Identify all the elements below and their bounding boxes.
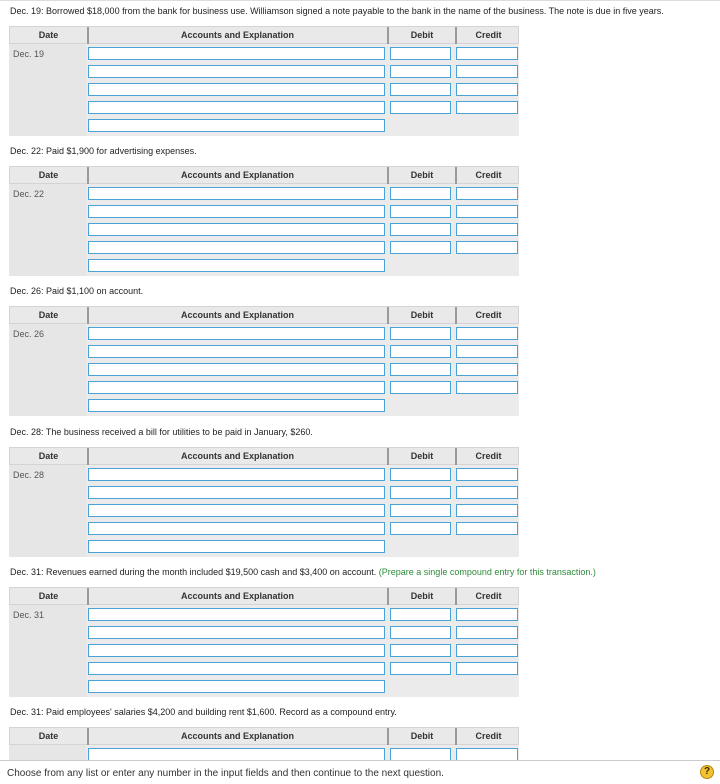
account-input[interactable]	[88, 83, 385, 96]
journal-table-header	[9, 26, 519, 44]
credit-column-header: Credit	[475, 591, 502, 601]
credit-input[interactable]	[456, 468, 518, 481]
journal-table-header	[9, 306, 519, 324]
debit-input[interactable]	[390, 205, 451, 218]
account-input[interactable]	[88, 363, 385, 376]
date-cell	[9, 605, 86, 697]
debit-column-header: Debit	[410, 30, 434, 40]
debit-input[interactable]	[390, 223, 451, 236]
debit-input[interactable]	[390, 608, 451, 621]
credit-input[interactable]	[456, 83, 518, 96]
debit-input[interactable]	[390, 65, 451, 78]
transaction-description: Dec. 31: Paid employees' salaries $4,200 and building rent $1,600. Record as a compound entry.	[10, 707, 397, 717]
date-column-header: Date	[38, 30, 59, 40]
account-input[interactable]	[88, 626, 385, 639]
transaction-description: Dec. 22: Paid $1,900 for advertising expenses.	[10, 146, 197, 156]
journal-table-body	[9, 184, 519, 276]
debit-column-header: Debit	[410, 310, 434, 320]
credit-input[interactable]	[456, 345, 518, 358]
journal-table-body	[9, 324, 519, 416]
explanation-input[interactable]	[88, 259, 385, 272]
footer-instruction: Choose from any list or enter any number in the input fields and then continue to the next question.	[7, 768, 444, 779]
help-icon[interactable]: ?	[700, 765, 714, 779]
entry-date: Dec. 22	[13, 189, 45, 199]
account-input[interactable]	[88, 241, 385, 254]
account-input[interactable]	[88, 345, 385, 358]
account-input[interactable]	[88, 468, 385, 481]
date-column-header: Date	[38, 170, 59, 180]
credit-input[interactable]	[456, 381, 518, 394]
debit-column-header: Debit	[410, 731, 434, 741]
debit-input[interactable]	[390, 101, 451, 114]
credit-column-header: Credit	[475, 451, 502, 461]
account-input[interactable]	[88, 644, 385, 657]
credit-input[interactable]	[456, 187, 518, 200]
debit-input[interactable]	[390, 363, 451, 376]
top-divider	[0, 0, 720, 1]
credit-input[interactable]	[456, 47, 518, 60]
footer-bar	[0, 760, 720, 784]
credit-input[interactable]	[456, 748, 518, 760]
credit-input[interactable]	[456, 608, 518, 621]
account-input[interactable]	[88, 187, 385, 200]
transaction-description: Dec. 31: Revenues earned during the month included $19,500 cash and $3,400 on account. (Prepare a single compound entry for this transaction.)	[10, 567, 596, 577]
account-input[interactable]	[88, 327, 385, 340]
credit-column-header: Credit	[475, 310, 502, 320]
entry-date: Dec. 28	[13, 470, 45, 480]
debit-input[interactable]	[390, 381, 451, 394]
date-cell	[9, 44, 86, 136]
date-column-header: Date	[38, 731, 59, 741]
debit-input[interactable]	[390, 345, 451, 358]
account-input[interactable]	[88, 486, 385, 499]
credit-input[interactable]	[456, 363, 518, 376]
journal-table-body	[9, 44, 519, 136]
debit-input[interactable]	[390, 644, 451, 657]
credit-input[interactable]	[456, 486, 518, 499]
credit-column-header: Credit	[475, 30, 502, 40]
credit-input[interactable]	[456, 522, 518, 535]
transaction-description: Dec. 19: Borrowed $18,000 from the bank for business use. Williamson signed a note payable to the bank in the name of the business. The note is due in five years.	[10, 6, 664, 16]
explanation-input[interactable]	[88, 119, 385, 132]
account-input[interactable]	[88, 662, 385, 675]
transaction-hint: (Prepare a single compound entry for this transaction.)	[378, 567, 596, 577]
credit-input[interactable]	[456, 626, 518, 639]
explanation-input[interactable]	[88, 540, 385, 553]
journal-table-body	[9, 465, 519, 557]
credit-input[interactable]	[456, 662, 518, 675]
credit-column-header: Credit	[475, 731, 502, 741]
debit-input[interactable]	[390, 626, 451, 639]
debit-input[interactable]	[390, 522, 451, 535]
accounts-column-header: Accounts and Explanation	[180, 310, 294, 320]
date-cell	[9, 324, 86, 416]
date-column-header: Date	[38, 451, 59, 461]
accounts-column-header: Accounts and Explanation	[180, 591, 294, 601]
journal-table-body	[9, 605, 519, 697]
debit-column-header: Debit	[410, 170, 434, 180]
accounts-column-header: Accounts and Explanation	[180, 30, 294, 40]
accounts-column-header: Accounts and Explanation	[180, 170, 294, 180]
credit-input[interactable]	[456, 65, 518, 78]
accounts-column-header: Accounts and Explanation	[180, 731, 294, 741]
debit-input[interactable]	[390, 241, 451, 254]
account-input[interactable]	[88, 101, 385, 114]
accounts-column-header: Accounts and Explanation	[180, 451, 294, 461]
debit-column-header: Debit	[410, 591, 434, 601]
explanation-input[interactable]	[88, 680, 385, 693]
debit-input[interactable]	[390, 327, 451, 340]
debit-input[interactable]	[390, 83, 451, 96]
credit-column-header: Credit	[475, 170, 502, 180]
date-cell	[9, 745, 86, 760]
debit-input[interactable]	[390, 47, 451, 60]
account-input[interactable]	[88, 205, 385, 218]
explanation-input[interactable]	[88, 399, 385, 412]
account-input[interactable]	[88, 223, 385, 236]
credit-input[interactable]	[456, 644, 518, 657]
account-input[interactable]	[88, 381, 385, 394]
account-input[interactable]	[88, 47, 385, 60]
journal-table-header	[9, 447, 519, 465]
journal-table-header	[9, 166, 519, 184]
credit-input[interactable]	[456, 205, 518, 218]
journal-table-header	[9, 727, 519, 745]
debit-input[interactable]	[390, 187, 451, 200]
account-input[interactable]	[88, 522, 385, 535]
entry-date: Dec. 31	[13, 610, 45, 620]
debit-column-header: Debit	[410, 451, 434, 461]
debit-input[interactable]	[390, 468, 451, 481]
account-input[interactable]	[88, 748, 385, 760]
transaction-description: Dec. 28: The business received a bill for utilities to be paid in January, $260.	[10, 427, 313, 437]
credit-input[interactable]	[456, 241, 518, 254]
date-column-header: Date	[38, 591, 59, 601]
journal-table-header	[9, 587, 519, 605]
account-input[interactable]	[88, 65, 385, 78]
account-input[interactable]	[88, 608, 385, 621]
credit-input[interactable]	[456, 327, 518, 340]
date-cell	[9, 184, 86, 276]
account-input[interactable]	[88, 504, 385, 517]
credit-input[interactable]	[456, 223, 518, 236]
debit-input[interactable]	[390, 504, 451, 517]
journal-table-body	[9, 745, 519, 760]
transaction-description: Dec. 26: Paid $1,100 on account.	[10, 286, 144, 296]
debit-input[interactable]	[390, 662, 451, 675]
credit-input[interactable]	[456, 504, 518, 517]
debit-input[interactable]	[390, 486, 451, 499]
debit-input[interactable]	[390, 748, 451, 760]
credit-input[interactable]	[456, 101, 518, 114]
entry-date: Dec. 19	[13, 49, 45, 59]
date-column-header: Date	[38, 310, 59, 320]
date-cell	[9, 465, 86, 557]
entry-date: Dec. 26	[13, 329, 45, 339]
